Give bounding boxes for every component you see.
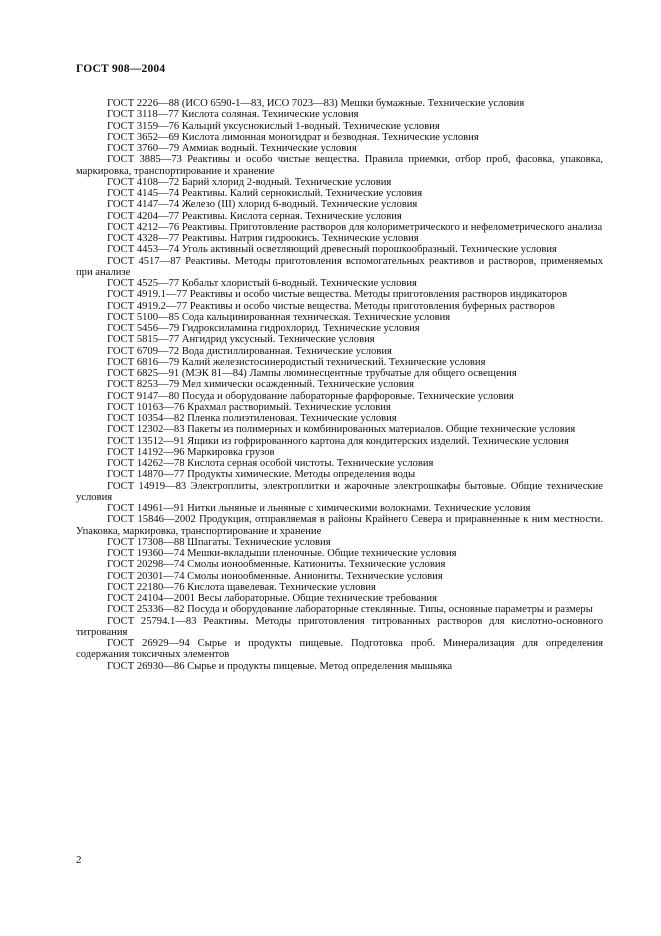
reference-item: ГОСТ 24104—2001 Весы лабораторные. Общие технические требования <box>107 593 437 604</box>
reference-item: ГОСТ 4147—74 Железо (III) хлорид 6-водный. Технические условия <box>107 199 418 211</box>
reference-item: ГОСТ 19360—74 Мешки-вкладыши пленочные. Общие технические условия <box>107 548 457 559</box>
reference-item: ГОСТ 4919.1—77 Реактивы и особо чистые вещества. Методы приготовления растворов индикаторов <box>107 289 568 301</box>
reference-item: ГОСТ 14192—96 Маркировка грузов <box>107 446 275 458</box>
reference-item: ГОСТ 4525—77 Кобальт хлористый 6-водный. Технические условия <box>107 278 417 289</box>
reference-item: ГОСТ 4517—87 Реактивы. Методы приготовления вспомогательных реактивов и растворов, применяемых при анализе <box>76 255 603 278</box>
reference-item: ГОСТ 5815—77 Ангидрид уксусный. Технические условия <box>107 334 375 346</box>
reference-item: ГОСТ 3652—69 Кислота лимонная моногидрат и безводная. Технические условия <box>107 131 479 143</box>
reference-item: ГОСТ 8253—79 Мел химически осажденный. Технические условия <box>107 379 415 391</box>
reference-item: ГОСТ 26930—86 Сырье и продукты пищевые. Метод определения мышьяка <box>107 660 453 672</box>
reference-item: ГОСТ 6709—72 Вода дистиллированная. Технические условия <box>107 345 392 357</box>
reference-item: ГОСТ 14870—77 Продукты химические. Методы определения воды <box>107 469 416 481</box>
reference-item: ГОСТ 26929—94 Сырье и продукты пищевые. Подготовка проб. Минерализация для определения содержания токсичных элементов <box>76 638 603 661</box>
reference-item: ГОСТ 3760—79 Аммиак водный. Технические условия <box>107 143 357 154</box>
reference-item: ГОСТ 2226—88 (ИСО 6590-1—83, ИСО 7023—83) Мешки бумажные. Технические условия <box>107 98 525 109</box>
reference-item: ГОСТ 5456—79 Гидроксиламина гидрохлорид. Технические условия <box>107 323 420 334</box>
reference-item: ГОСТ 9147—80 Посуда и оборудование лабораторные фарфоровые. Технические условия <box>107 390 514 402</box>
reference-item: ГОСТ 22180—76 Кислота щавелевая. Технические условия <box>107 581 376 593</box>
reference-item: ГОСТ 4108—72 Барий хлорид 2-водный. Технические условия <box>107 176 392 188</box>
reference-item: ГОСТ 4453—74 Уголь активный осветляющий древесный порошкообразный. Технические условия <box>107 244 557 256</box>
reference-item: ГОСТ 20298—74 Смолы ионообменные. Катиониты. Технические условия <box>107 559 446 571</box>
document-header: ГОСТ 908—2004 <box>76 63 166 75</box>
reference-item: ГОСТ 3118—77 Кислота соляная. Технические условия <box>107 109 359 121</box>
reference-item: ГОСТ 14961—91 Нитки льняные и льняные с химическими волокнами. Технические условия <box>107 503 531 514</box>
reference-item: ГОСТ 4145—74 Реактивы. Калий сернокислый. Технические условия <box>107 188 423 199</box>
reference-item: ГОСТ 4212—76 Реактивы. Приготовление растворов для колориметрического и нефелометрического анализа <box>107 221 603 233</box>
reference-item: ГОСТ 20301—74 Смолы ионообменные. Аниониты. Технические условия <box>107 570 443 582</box>
reference-item: ГОСТ 17308—88 Шпагаты. Технические условия <box>107 536 331 548</box>
reference-item: ГОСТ 15846—2002 Продукция, отправляемая в районы Крайнего Севера и приравненные к ним местности. Упаковка, маркировка, транспортирование и хранение <box>76 514 603 537</box>
reference-item: ГОСТ 25336—82 Посуда и оборудование лабораторные стеклянные. Типы, основные параметры и размеры <box>107 604 593 616</box>
reference-item: ГОСТ 5100—85 Сода кальцинированная техническая. Технические условия <box>107 311 451 323</box>
reference-item: ГОСТ 6825—91 (МЭК 81—84) Лампы люминесцентные трубчатые для общего освещения <box>107 368 517 379</box>
reference-item: ГОСТ 13512—91 Ящики из гофрированного картона для кондитерских изделий. Технические условия <box>107 435 569 447</box>
reference-item: ГОСТ 10354—82 Пленка полиэтиленовая. Технические условия <box>107 413 397 424</box>
reference-item: ГОСТ 10163—76 Крахмал растворимый. Технические условия <box>107 401 391 413</box>
reference-item: ГОСТ 25794.1—83 Реактивы. Методы приготовления титрованных растворов для кислотно-основного титрования <box>76 615 603 638</box>
page-number: 2 <box>76 854 82 866</box>
reference-item: ГОСТ 3885—73 Реактивы и особо чистые вещества. Правила приемки, отбор проб, фасовка, упаковка, маркировка, транспортирование и хранение <box>76 154 603 177</box>
reference-item: ГОСТ 14262—78 Кислота серная особой чистоты. Технические условия <box>107 458 434 469</box>
reference-item: ГОСТ 3159—76 Кальций уксуснокислый 1-водный. Технические условия <box>107 120 440 132</box>
reference-item: ГОСТ 12302—83 Пакеты из полимерных и комбинированных материалов. Общие технические условия <box>107 424 576 436</box>
reference-item: ГОСТ 4204—77 Реактивы. Кислота серная. Технические условия <box>107 210 402 222</box>
reference-item: ГОСТ 6816—79 Калий железистосинеродистый технический. Технические условия <box>107 356 486 368</box>
normative-references-list <box>76 98 603 672</box>
reference-item: ГОСТ 4919.2—77 Реактивы и особо чистые вещества. Методы приготовления буферных растворов <box>107 300 555 312</box>
reference-item: ГОСТ 14919—83 Электроплиты, электроплитки и жарочные электрошкафы бытовые. Общие технические условия <box>76 480 603 503</box>
reference-item: ГОСТ 4328—77 Реактивы. Натрия гидроокись. Технические условия <box>107 233 419 244</box>
